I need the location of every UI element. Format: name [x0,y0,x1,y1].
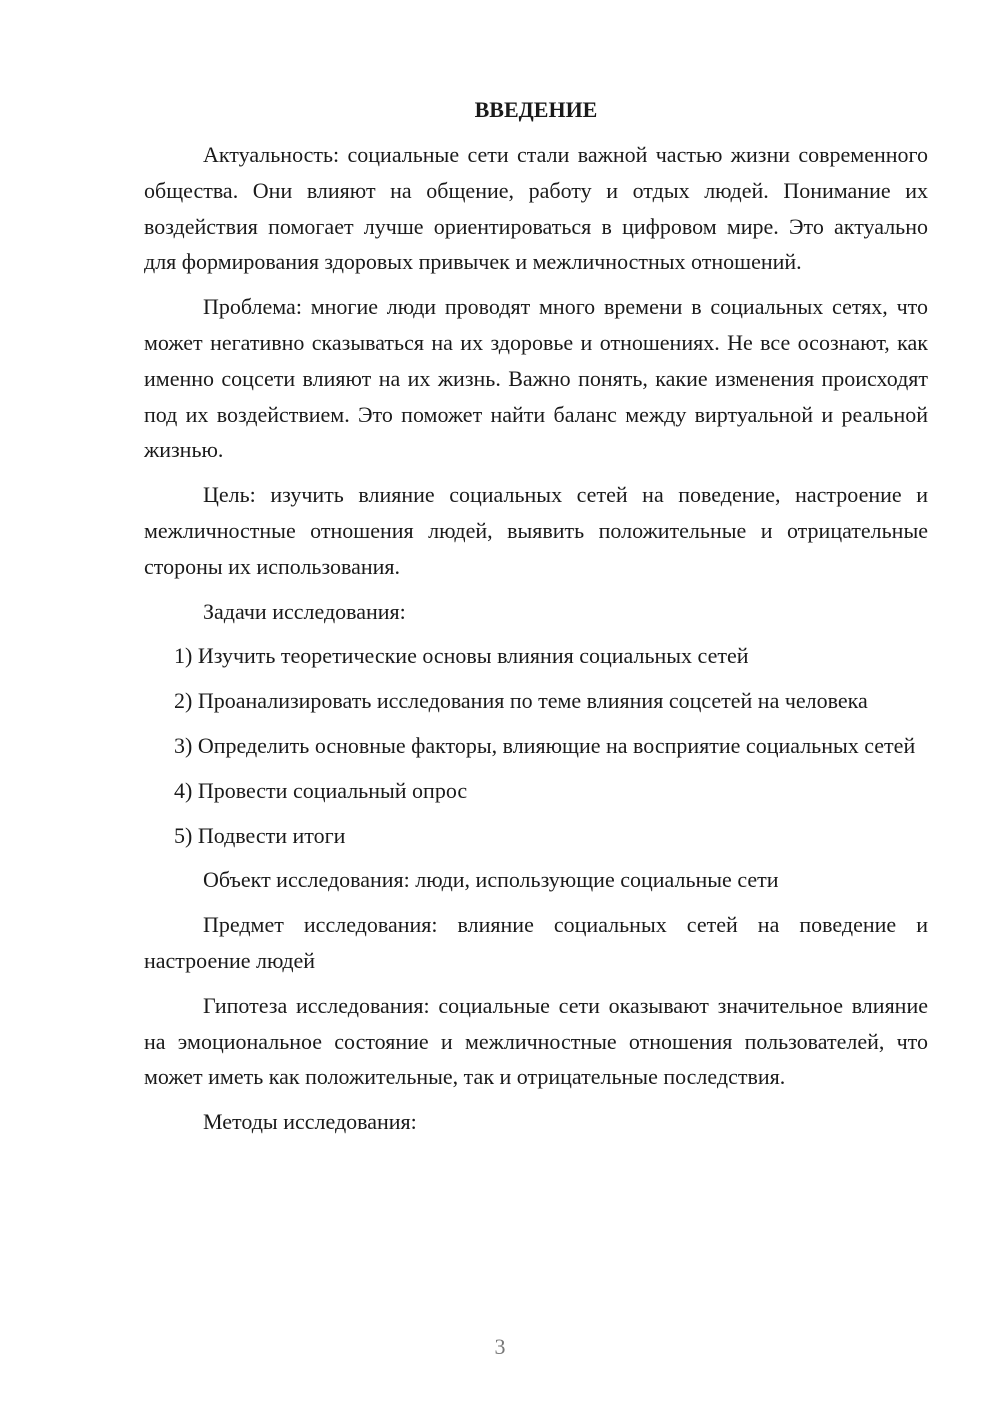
problem-paragraph: Проблема: многие люди проводят много времени в социальных сетях, что может негативно сказываться на их здоровье и отношениях. Не все осознают, как именно соцсети влияют на их жизнь. Важно понять, какие изменения происходят под их воздействием. Это поможет найти баланс между виртуальной и реальной жизнью. [144,294,928,463]
goal-paragraph: Цель: изучить влияние социальных сетей на поведение, настроение и межличностные отношения людей, выявить положительные и отрицательные стороны их использования. [144,482,928,579]
task-item: 4) Провести социальный опрос [174,777,468,803]
tasks-heading: Задачи исследования: [203,598,406,624]
task-item: 2) Проанализировать исследования по теме влияния соцсетей на человека [174,688,868,714]
task-item: 3) Определить основные факторы, влияющие на восприятие социальных сетей [174,732,916,758]
section-title: ВВЕДЕНИЕ [474,97,598,122]
page-number: 3 [494,1334,506,1359]
relevance-paragraph: Актуальность: социальные сети стали важной частью жизни современного общества. Они влияют на общение, работу и отдых людей. Понимание их воздействия помогает лучше ориентироваться в цифровом мире. Это актуально для формирования здоровых привычек и межличностных отношений. [144,142,928,275]
object-paragraph: Объект исследования: люди, использующие социальные сети [203,867,779,893]
methods-heading: Методы исследования: [203,1109,417,1135]
document-page [144,95,928,1149]
task-item: 5) Подвести итоги [174,822,346,848]
subject-paragraph: Предмет исследования: влияние социальных сетей на поведение и настроение людей [144,912,928,973]
task-item: 1) Изучить теоретические основы влияния социальных сетей [174,643,749,669]
hypothesis-paragraph: Гипотеза исследования: социальные сети оказывают значительное влияние на эмоциональное состояние и межличностные отношения пользователей, что может иметь как положительные, так и отрицательные последствия. [144,992,928,1090]
